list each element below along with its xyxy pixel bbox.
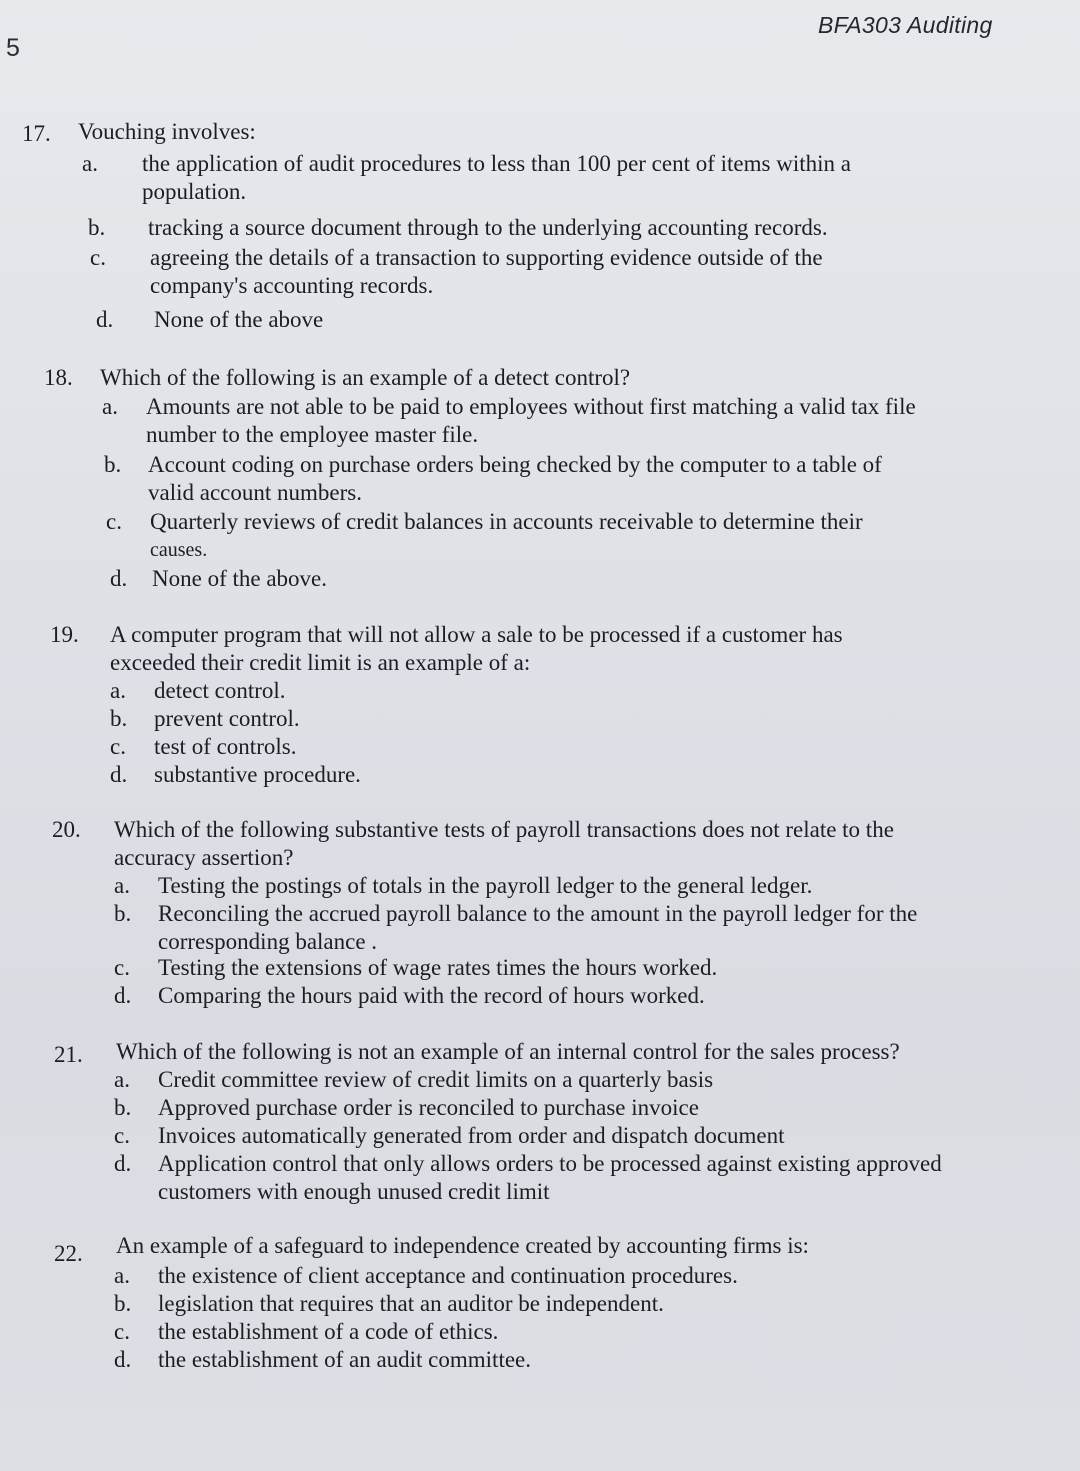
option-line: the application of audit procedures to less than 100 per cent of items within a: [142, 151, 851, 176]
course-header: BFA303 Auditing: [818, 12, 993, 38]
question-number: 18.: [44, 365, 73, 390]
option-line: number to the employee master file.: [146, 422, 479, 447]
option-letter: d.: [114, 983, 132, 1008]
option-line: test of controls.: [154, 734, 297, 759]
option-line: Account coding on purchase orders being checked by the computer to a table of: [148, 452, 882, 477]
question-22: [54, 1232, 1064, 1382]
option-letter: d.: [114, 1151, 132, 1176]
stem-line: A computer program that will not allow a sale to be processed if a customer has: [110, 622, 843, 647]
option-text: [158, 1318, 498, 1346]
stem-line: An example of a safeguard to independence created by accounting firms is:: [116, 1233, 809, 1258]
option-letter: a.: [102, 394, 118, 419]
option-line: valid account numbers.: [148, 480, 362, 505]
option-line: None of the above: [154, 307, 324, 332]
option-line: Application control that only allows orders to be processed against existing approved: [158, 1151, 942, 1176]
option-letter: c.: [114, 955, 130, 980]
option-text: [150, 244, 823, 300]
option-text: [158, 1150, 942, 1206]
option-line: legislation that requires that an auditor be independent.: [158, 1291, 664, 1316]
question-stem: [116, 1038, 900, 1066]
option-text: [150, 508, 863, 564]
option-line: causes.: [150, 539, 208, 561]
stem-line: Which of the following substantive tests of payroll transactions does not relate to the: [114, 817, 894, 842]
option-letter: c.: [110, 734, 126, 759]
option-text: [158, 1094, 699, 1122]
option-line: substantive procedure.: [154, 762, 361, 787]
option-letter: b.: [114, 1291, 132, 1316]
option-text: [158, 954, 717, 982]
option-line: the existence of client acceptance and continuation procedures.: [158, 1263, 738, 1288]
option-letter: a.: [114, 873, 130, 898]
option-line: tracking a source document through to the underlying accounting records.: [148, 215, 828, 240]
option-letter: d.: [114, 1347, 132, 1372]
option-text: [158, 1290, 664, 1318]
option-line: None of the above.: [152, 566, 327, 591]
question-number: 21.: [54, 1042, 83, 1067]
option-text: [158, 900, 917, 956]
option-letter: b.: [88, 215, 106, 240]
option-line: corresponding balance .: [158, 929, 378, 954]
option-line: company's accounting records.: [150, 273, 434, 298]
question-17: [22, 118, 1062, 338]
option-line: Amounts are not able to be paid to employees without first matching a valid tax file: [146, 394, 916, 419]
option-line: Comparing the hours paid with the record of hours worked.: [158, 983, 705, 1008]
option-letter: c.: [90, 245, 106, 270]
option-text: [158, 982, 705, 1010]
stem-line: exceeded their credit limit is an example of a:: [110, 650, 531, 675]
option-letter: a.: [82, 151, 98, 176]
option-letter: c.: [106, 509, 122, 534]
question-stem: [100, 364, 630, 392]
option-letter: b.: [114, 1095, 132, 1120]
option-text: [154, 677, 286, 705]
question-stem: [116, 1232, 809, 1260]
page-number: 5: [6, 34, 20, 62]
option-text: [148, 451, 882, 507]
question-stem: [78, 118, 256, 146]
option-letter: d.: [110, 762, 128, 787]
option-line: Credit committee review of credit limits on a quarterly basis: [158, 1067, 714, 1092]
option-line: population.: [142, 179, 247, 204]
question-number: 20.: [52, 817, 81, 842]
option-line: Reconciling the accrued payroll balance to the amount in the payroll ledger for the: [158, 901, 918, 926]
option-text: [154, 761, 361, 789]
option-text: [142, 150, 851, 206]
option-line: the establishment of a code of ethics.: [158, 1319, 499, 1344]
stem-line: accuracy assertion?: [114, 845, 294, 870]
option-letter: b.: [110, 706, 128, 731]
option-line: customers with enough unused credit limit: [158, 1179, 550, 1204]
question-20: [52, 816, 1062, 1016]
option-text: [152, 565, 327, 593]
option-text: [158, 1262, 738, 1290]
question-number: 22.: [54, 1241, 83, 1266]
stem-line: Vouching involves:: [78, 119, 256, 144]
option-letter: c.: [114, 1123, 130, 1148]
option-text: [154, 306, 323, 334]
option-letter: b.: [104, 452, 122, 477]
option-text: [158, 1122, 785, 1150]
question-stem: [110, 621, 843, 677]
option-letter: b.: [114, 901, 132, 926]
option-text: [148, 214, 828, 242]
option-text: [146, 393, 916, 449]
option-line: detect control.: [154, 678, 286, 703]
option-line: Quarterly reviews of credit balances in accounts receivable to determine their: [150, 509, 863, 534]
question-18: [44, 364, 1064, 594]
option-letter: a.: [114, 1067, 130, 1092]
option-text: [154, 733, 296, 761]
question-19: [50, 621, 1050, 791]
option-letter: c.: [114, 1319, 130, 1344]
option-line: prevent control.: [154, 706, 300, 731]
option-text: [158, 1346, 531, 1374]
option-line: agreeing the details of a transaction to supporting evidence outside of the: [150, 245, 823, 270]
question-stem: [114, 816, 894, 872]
option-line: Approved purchase order is reconciled to purchase invoice: [158, 1095, 699, 1120]
option-letter: a.: [110, 678, 126, 703]
question-21: [54, 1038, 1064, 1208]
option-letter: d.: [110, 566, 128, 591]
question-number: 19.: [50, 622, 79, 647]
stem-line: Which of the following is not an example of an internal control for the sales process?: [116, 1039, 900, 1064]
option-line: Testing the postings of totals in the payroll ledger to the general ledger.: [158, 873, 813, 898]
option-text: [154, 705, 300, 733]
option-letter: d.: [96, 307, 114, 332]
stem-line: Which of the following is an example of a detect control?: [100, 365, 631, 390]
option-text: [158, 1066, 713, 1094]
question-number: 17.: [22, 121, 51, 146]
option-letter: a.: [114, 1263, 130, 1288]
option-line: Invoices automatically generated from order and dispatch document: [158, 1123, 785, 1148]
option-line: Testing the extensions of wage rates times the hours worked.: [158, 955, 718, 980]
option-line: the establishment of an audit committee.: [158, 1347, 532, 1372]
option-text: [158, 872, 812, 900]
